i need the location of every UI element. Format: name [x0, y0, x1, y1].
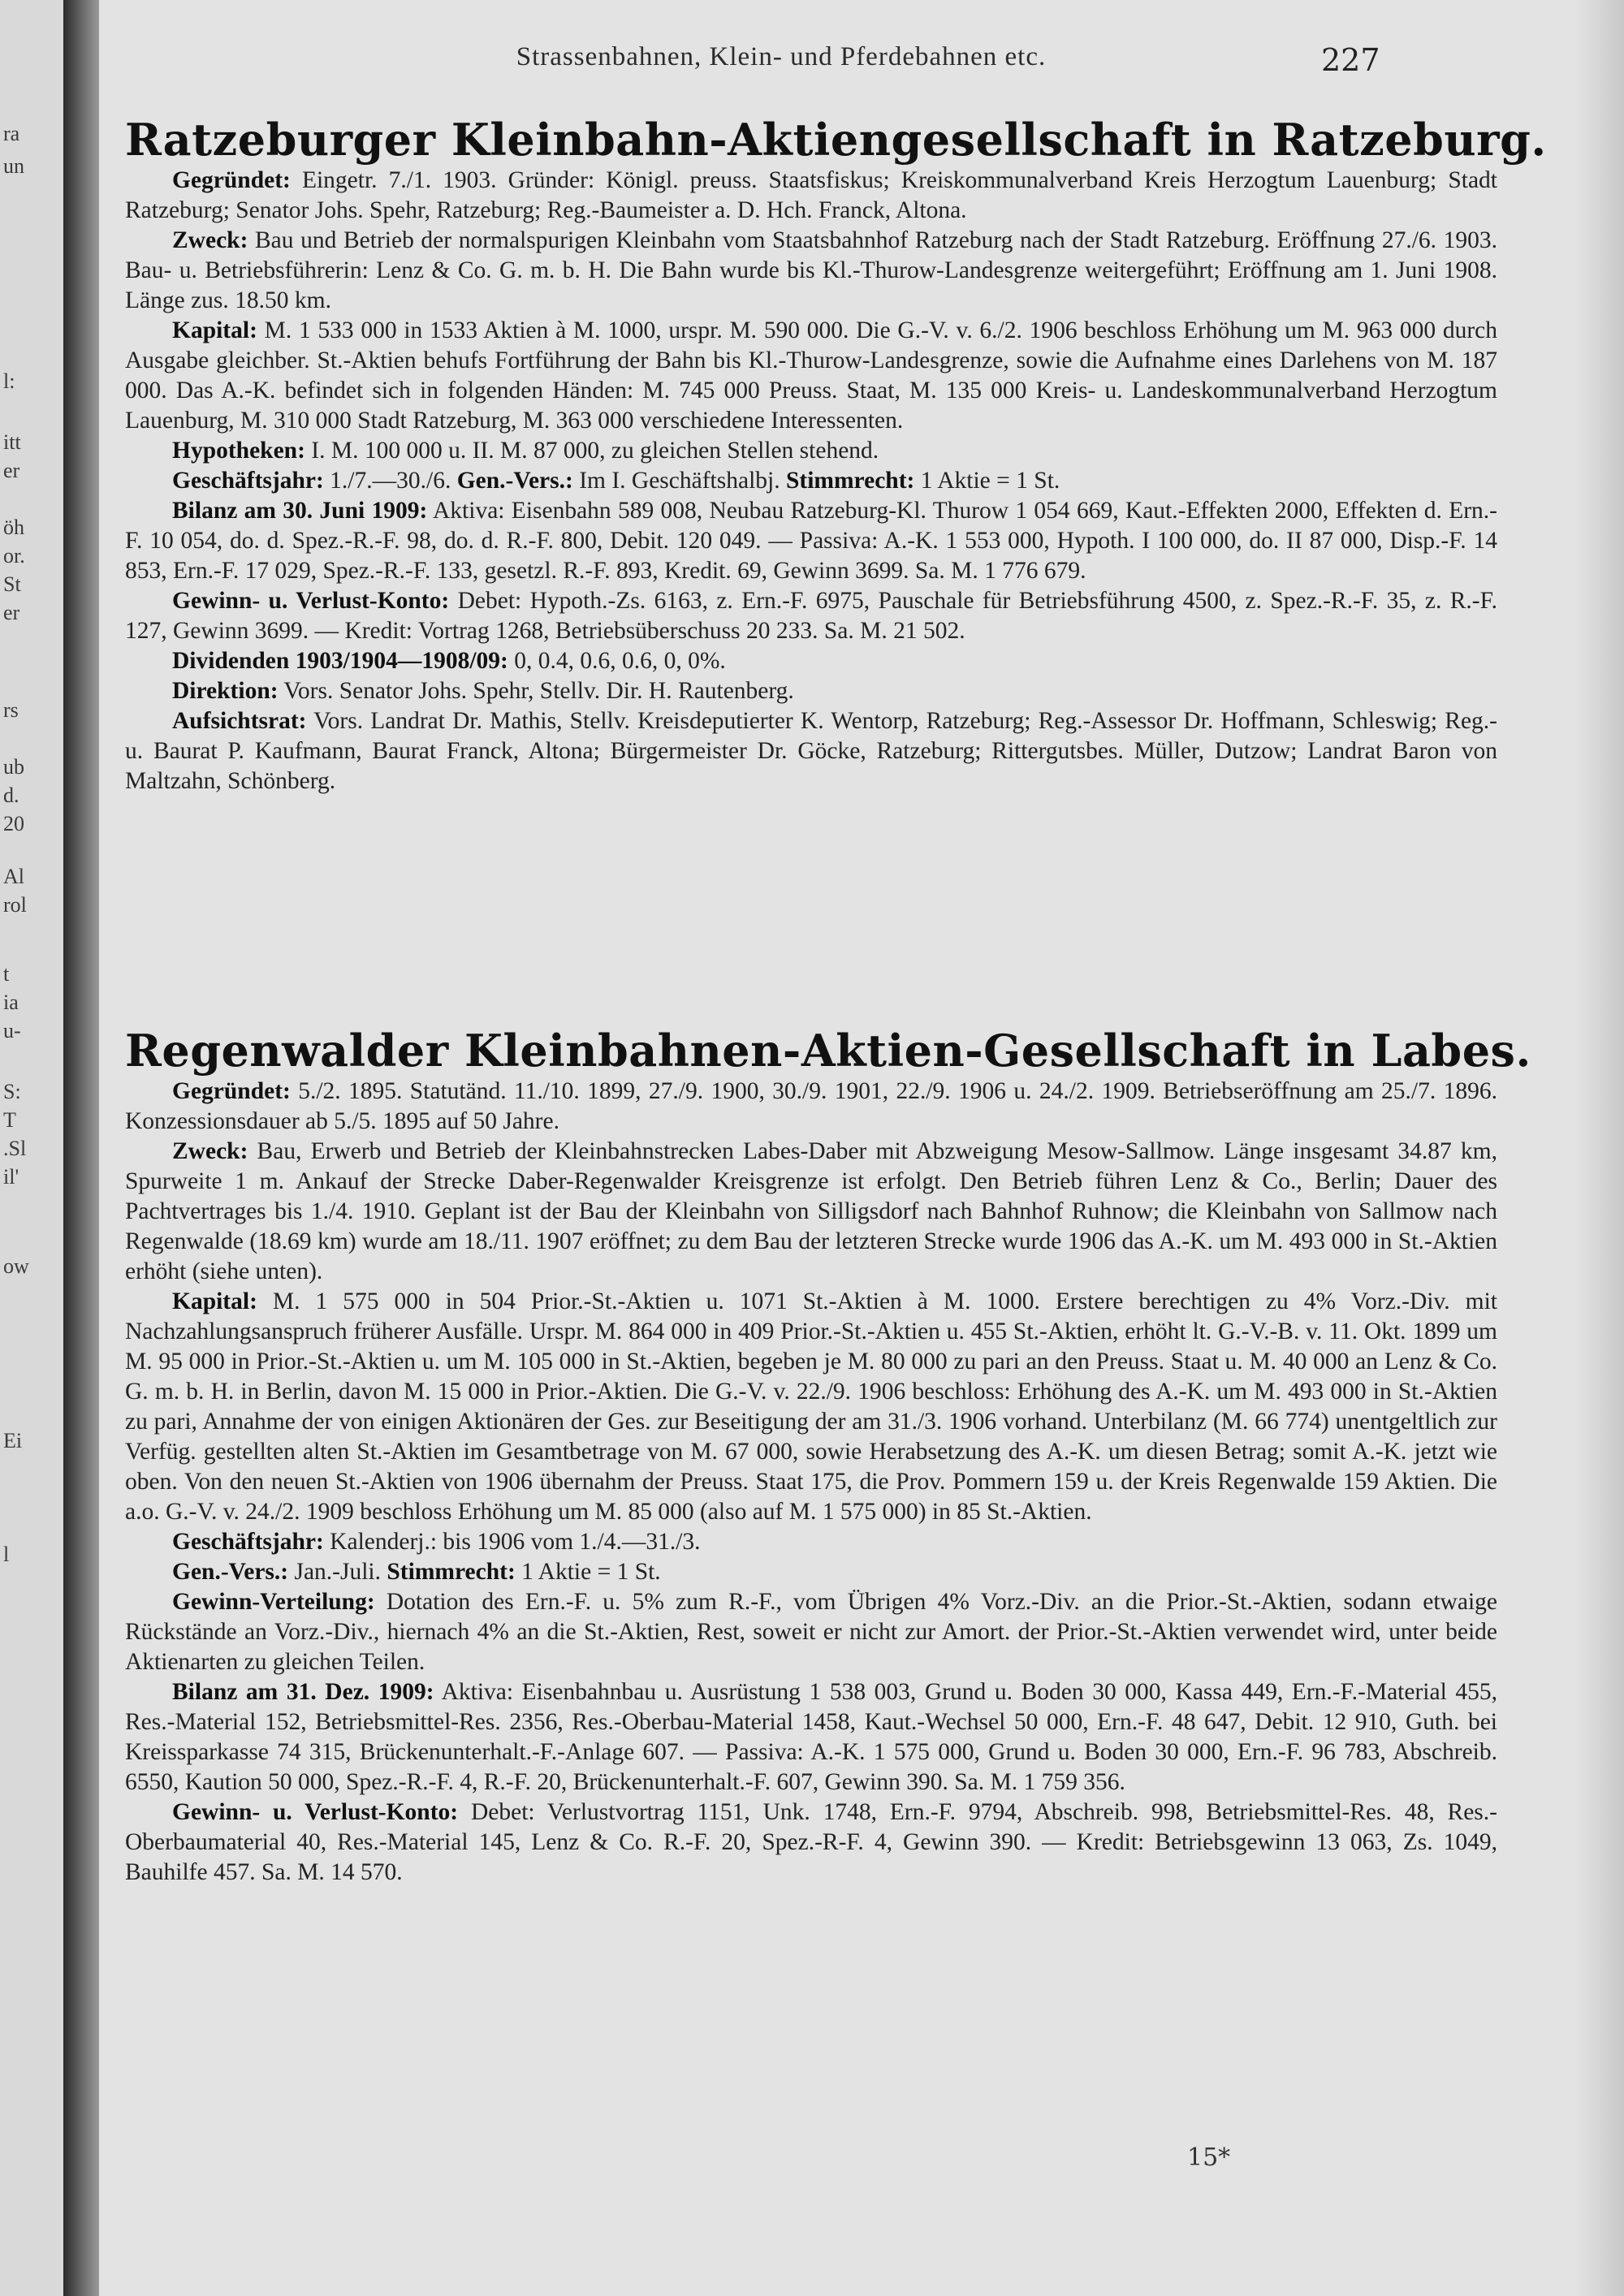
margin-fragment: T [3, 1108, 16, 1132]
margin-fragment: ub [3, 755, 24, 779]
margin-fragment: ow [3, 1254, 29, 1278]
book-gutter [63, 0, 99, 2296]
entry-paragraph [125, 316, 1497, 436]
entry-paragraph [125, 1798, 1497, 1888]
field-label: Dividenden 1903/1904—1908/09: [172, 648, 508, 674]
company-entry [125, 1025, 1531, 1888]
margin-fragment: er [3, 459, 20, 482]
field-label: Geschäftsjahr: [172, 468, 324, 494]
margin-fragment: Ei [3, 1429, 23, 1452]
field-label: Gen.-Vers.: [456, 468, 573, 494]
field-label: Bilanz am 30. Juni 1909: [172, 498, 428, 524]
page-number: 227 [1321, 42, 1380, 78]
field-text: Aktiva: Eisenbahn 589 008, Neubau Ratzeburg-Kl. Thurow 1 054 669, Kaut.-Effekten 2000, Effekten d. Ern.-F. 10 054, do. d. Spez.-R.-F. 98, do. d. R.-F. 800, Debit. 120 049. — Passiva: A.-K. 1 553 000, Hypoth. I 100 000, do. II 87 000, Disp.-F. 14 853, Ern.-F. 17 029, Spez.-R.-F. 133, gesetzl. R.-F. 893, Kredit. 69, Gewinn 3699. Sa. M. 1 776 679. [125, 498, 1498, 584]
margin-fragment: Al [3, 865, 24, 888]
field-text: Bau und Betrieb der normalspurigen Kleinbahn vom Staatsbahnhof Ratzeburg nach der Stadt Ratzeburg. Eröffnung 27./6. 1903. Bau- u. Betriebsführerin: Lenz & Co. G. m. b. H. Die Bahn wurde bis Kl.-Thurow-Landesgrenze weitergeführt; Eröffnung am 1. Juni 1908. Länge zus. 18.50 km. [125, 227, 1497, 313]
entry-body [125, 1077, 1497, 1888]
entry-paragraph [125, 1677, 1497, 1798]
field-text: Aktiva: Eisenbahnbau u. Ausrüstung 1 538 003, Grund u. Boden 30 000, Kassa 449, Ern.-F.-Material 455, Res.-Material 152, Betriebsmittel-Res. 2356, Res.-Oberbau-Material 1458, Kaut.-Wechsel 50 000, Ern.-F. 48 647, Debit. 12 910, Guth. bei Kreissparkasse 74 315, Brückenunterhalt.-F.-Anlage 607. — Passiva: A.-K. 1 575 000, Grund u. Boden 30 000, Ern.-F. 96 783, Abschreib. 6550, Kaution 50 000, Spez.-R.-F. 4, R.-F. 20, Brückenunterhalt.-F. 607, Gewinn 390. Sa. M. 1 759 356. [125, 1679, 1497, 1795]
margin-fragment: l: [3, 369, 15, 393]
field-label: Geschäftsjahr: [172, 1529, 324, 1555]
field-label: Direktion: [172, 678, 279, 704]
field-text: 1 Aktie = 1 St. [914, 468, 1060, 494]
field-text: Im I. Geschäftshalbj. [572, 468, 786, 494]
entry-body [125, 166, 1497, 796]
field-text: M. 1 575 000 in 504 Prior.-St.-Aktien u. 1071 St.-Aktien à M. 1000. Erstere berechtigen zu 4% Vorz.-Div. mit Nachzahlungsanspruch früherer Ausfälle. Urspr. M. 864 000 in 409 Prior.-St.-Aktien u. 455 St.-Aktien, erhöht lt. G.-V.-B. v. 11. Okt. 1899 um M. 95 000 in Prior.-St.-Aktien u. um M. 105 000 in St.-Aktien, begeben je M. 80 000 zu pari an den Preuss. Staat u. M. 40 000 an Lenz & Co. G. m. b. H. in Berlin, davon M. 15 000 in Prior.-Aktien. Die G.-V. v. 22./9. 1906 beschloss: Erhöhung des A.-K. um M. 493 000 in St.-Aktien zu pari, Annahme der von einigen Aktionären der Ges. zur Beseitigung der am 31./3. 1906 vorhand. Unterbilanz (M. 66 774) unentgeltlich zur Verfüg. gestellten alten St.-Aktien im Gesamtbetrage von M. 67 000, sowie Herabsetzung des A.-K. um diesen Betrag; somit A.-K. jetzt wie oben. Von den neuen St.-Aktien von 1906 übernahm der Preuss. Staat 175, die Prov. Pommern 159 u. der Kreis Regenwalde 159 Aktien. Die a.o. G.-V. v. 24./2. 1909 beschloss Erhöhung um M. 85 000 (also auf M. 1 575 000) in 85 St.-Aktien. [125, 1288, 1497, 1525]
company-title: Ratzeburger Kleinbahn-Aktiengesellschaft in Ratzeburg. [125, 114, 1547, 166]
field-text: Jan.-Juli. [288, 1559, 387, 1585]
field-label: Gewinn-Verteilung: [172, 1589, 375, 1615]
margin-fragment: itt [3, 430, 21, 454]
margin-fragment: un [3, 154, 24, 178]
company-entry [125, 114, 1547, 796]
margin-fragment: er [3, 601, 20, 624]
field-text: 5./2. 1895. Statutänd. 11./10. 1899, 27./9. 1900, 30./9. 1901, 22./9. 1906 u. 24./2. 1909. Betriebseröffnung am 25./7. 1896. Konzessionsdauer ab 5./5. 1895 auf 50 Jahre. [125, 1078, 1497, 1134]
entry-paragraph [125, 1527, 1497, 1557]
entry-paragraph [125, 706, 1497, 796]
margin-fragment: u- [3, 1019, 21, 1042]
margin-fragment: rol [3, 893, 27, 917]
field-text: Vors. Senator Johs. Spehr, Stellv. Dir. H. Rautenberg. [278, 678, 794, 704]
field-label: Zweck: [172, 1138, 248, 1164]
field-label: Aufsichtsrat: [172, 708, 307, 734]
entry-paragraph [125, 226, 1497, 316]
book-page [99, 0, 1624, 2296]
field-label: Zweck: [172, 227, 248, 253]
field-label: Gegründet: [172, 167, 291, 193]
field-label: Stimmrecht: [387, 1559, 516, 1585]
field-label: Gen.-Vers.: [172, 1559, 289, 1585]
field-text: Vors. Landrat Dr. Mathis, Stellv. Kreisdeputierter K. Wentorp, Ratzeburg; Reg.-Assessor Dr. Hoffmann, Schleswig; Reg.- u. Baurat P. Kaufmann, Baurat Franck, Altona; Bürgermeister Dr. Göcke, Ratzeburg; Rittergutsbes. Müller, Dutzow; Landrat Baron von Maltzahn, Schönberg. [125, 708, 1497, 794]
margin-fragment: or. [3, 544, 25, 568]
field-label: Kapital: [172, 1288, 257, 1314]
field-label: Gegründet: [172, 1078, 291, 1104]
field-text: Debet: Verlustvortrag 1151, Unk. 1748, Ern.-F. 9794, Abschreib. 998, Betriebsmittel-Res. 48, Res.-Oberbaumaterial 40, Res.-Material 145, Lenz & Co. R.-F. 20, Spez.-R-F. 4, Gewinn 390. — Kredit: Betriebsgewinn 13 063, Zs. 1049, Bauhilfe 457. Sa. M. 14 570. [125, 1799, 1497, 1885]
field-text: 0, 0.4, 0.6, 0.6, 0, 0%. [508, 648, 726, 674]
margin-fragment: ra [3, 122, 20, 145]
signature-mark: 15* [1187, 2143, 1231, 2172]
entry-paragraph [125, 466, 1497, 496]
margin-fragment: il' [3, 1165, 19, 1189]
entry-paragraph [125, 436, 1497, 466]
margin-fragment: öh [3, 516, 24, 539]
field-text: Debet: Hypoth.-Zs. 6163, z. Ern.-F. 6975, Pauschale für Betriebsführung 4500, z. Spez.-R.-F. 35, z. R.-F. 127, Gewinn 3699. — Kredit: Vortrag 1268, Betriebsüberschuss 20 233. Sa. M. 21 502. [125, 588, 1497, 644]
entry-paragraph [125, 496, 1497, 586]
field-label: Gewinn- u. Verlust-Konto: [172, 588, 450, 614]
entry-paragraph [125, 1077, 1497, 1137]
margin-fragment: St [3, 572, 21, 596]
field-label: Hypotheken: [172, 438, 305, 464]
field-text: I. M. 100 000 u. II. M. 87 000, zu gleichen Stellen stehend. [304, 438, 879, 464]
field-label: Stimmrecht: [785, 468, 915, 494]
entry-paragraph [125, 1587, 1497, 1677]
field-label: Gewinn- u. Verlust-Konto: [172, 1799, 459, 1825]
running-head: Strassenbahnen, Klein- und Pferdebahnen etc. [516, 42, 1047, 71]
page-header [99, 42, 1528, 83]
margin-fragment: d. [3, 783, 19, 807]
margin-fragment: .Sl [3, 1137, 27, 1160]
field-text: Bau, Erwerb und Betrieb der Kleinbahnstrecken Labes-Daber mit Abzweigung Mesow-Sallmow. Länge insgesamt 34.87 km, Spurweite 1 m. Ankauf der Strecke Daber-Regenwalder Kreisgrenze ist erfolgt. Den Betrieb führen Lenz & Co., Berlin; Dauer des Pachtvertrages bis 1./4. 1910. Geplant ist der Bau der Kleinbahn von Silligsdorf nach Bahnhof Ruhnow; die Kleinbahn von Sallmow nach Regenwalde (18.69 km) wurde am 18./11. 1907 eröffnet; zu dem Bau der letzteren Strecke wurde 1906 das A.-K. um M. 493 000 in St.-Aktien erhöht (siehe unten). [125, 1138, 1497, 1284]
margin-fragment: rs [3, 698, 19, 722]
margin-fragment: 20 [3, 812, 24, 835]
adjacent-page-margin [0, 0, 63, 2296]
entry-paragraph [125, 1287, 1497, 1527]
margin-fragment: S: [3, 1080, 21, 1103]
margin-fragment: t [3, 962, 10, 986]
field-text: 1./7.—30./6. [323, 468, 457, 494]
entry-paragraph [125, 676, 1497, 706]
company-title: Regenwalder Kleinbahnen-Aktien-Gesellschaft in Labes. [125, 1025, 1531, 1077]
entry-paragraph [125, 1557, 1497, 1587]
field-text: 1 Aktie = 1 St. [515, 1559, 661, 1585]
entry-paragraph [125, 646, 1497, 676]
entry-paragraph [125, 1137, 1497, 1287]
entry-paragraph [125, 166, 1497, 226]
margin-fragment: l [3, 1543, 10, 1566]
field-label: Kapital: [172, 317, 257, 343]
field-text: M. 1 533 000 in 1533 Aktien à M. 1000, urspr. M. 590 000. Die G.-V. v. 6./2. 1906 beschloss Erhöhung um M. 963 000 durch Ausgabe gleichber. St.-Aktien behufs Fortführung der Bahn bis Kl.-Thurow-Landesgrenze, sowie die Aufnahme eines Darlehens von M. 187 000. Das A.-K. befindet sich in folgenden Händen: M. 745 000 Preuss. Staat, M. 135 000 Kreis- u. Landeskommunalverband Herzogtum Lauenburg, M. 310 000 Stadt Ratzeburg, M. 363 000 verschiedene Interessenten. [125, 317, 1497, 434]
field-label: Bilanz am 31. Dez. 1909: [172, 1679, 434, 1705]
field-text: Eingetr. 7./1. 1903. Gründer: Königl. preuss. Staatsfiskus; Kreiskommunalverband Kreis Herzogtum Lauenburg; Stadt Ratzeburg; Senator Johs. Spehr, Ratzeburg; Reg.-Baumeister a. D. Hch. Franck, Altona. [125, 167, 1497, 223]
entry-paragraph [125, 586, 1497, 646]
field-text: Kalenderj.: bis 1906 vom 1./4.—31./3. [323, 1529, 701, 1555]
margin-fragment: ia [3, 990, 19, 1014]
field-text: Dotation des Ern.-F. u. 5% zum R.-F., vom Übrigen 4% Vorz.-Div. an die Prior.-St.-Aktien, sodann etwaige Rückstände an Vorz.-Div., hiernach 4% an die St.-Aktien, Rest, soweit er nicht zur Amort. der Prior.-St.-Aktien verwendet wird, unter beide Aktienarten zu gleichen Teilen. [125, 1589, 1497, 1675]
